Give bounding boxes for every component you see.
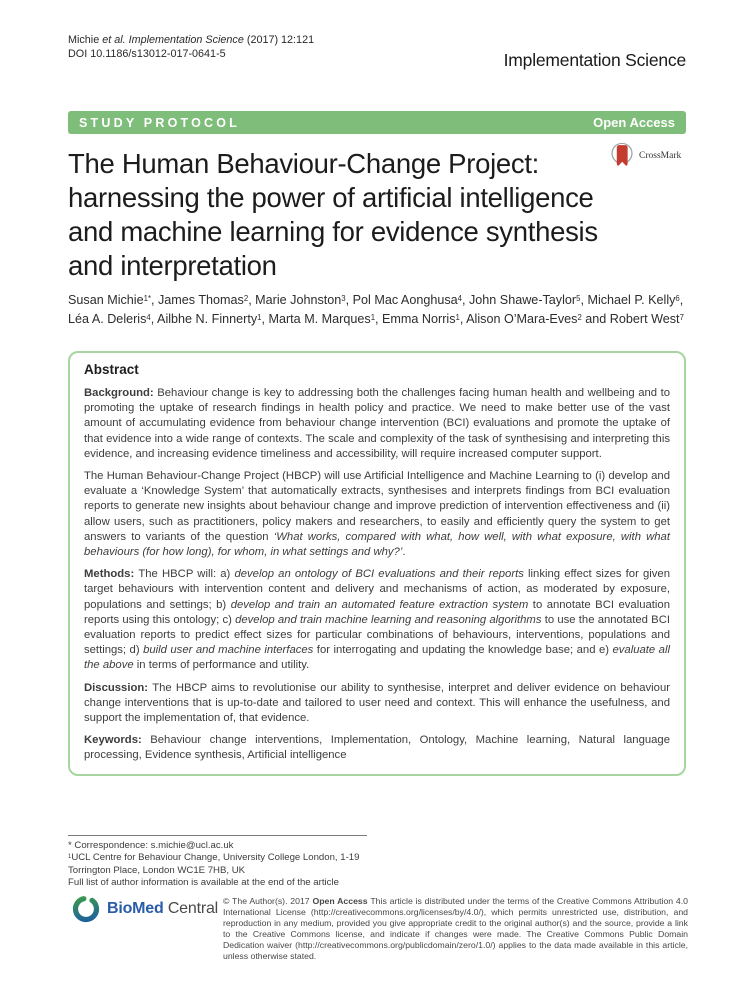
abstract-paragraph-discussion: Discussion: The HBCP aims to revolutionise our ability to synthesise, interpret and deliver evidence on behaviour change interventions that is up-to-date and tailored to user need and context. This will enhance the usefulness, and support the implementation of, that evidence. — [84, 681, 670, 725]
journal-name: Implementation Science — [503, 50, 686, 70]
footnote-divider — [68, 835, 367, 836]
doi-line: DOI 10.1186/s13012-017-0641-5 — [68, 48, 226, 60]
logo-central-text: Central — [167, 900, 219, 917]
biomed-central-ring-icon — [71, 894, 101, 924]
logo-biomed-text: BioMed — [107, 900, 164, 917]
abstract-box — [68, 351, 686, 776]
article-type-banner — [68, 111, 686, 134]
abstract-paragraph-project: The Human Behaviour-Change Project (HBCP) will use Artificial Intelligence and Machine Learning to (i) develop and evaluate a ‘Knowledge System’ that automatically extracts, synthesises and interprets findings from BCI evaluation reports to generate new insights about behaviour change and improve prediction of intervention effectiveness and (ii) allow users, such as practitioners, policy makers and researchers, to easily and efficiently query the system to get answers to variants of the question ‘What works, compared with what, how well, with what exposure, with what behaviours (for how long), for whom, in what settings and why?’. — [84, 470, 670, 559]
crossmark-label: CrossMark — [639, 151, 682, 161]
footnotes-block — [68, 840, 386, 889]
article-type-label: STUDY PROTOCOL — [79, 115, 241, 130]
author-info-note: Full list of author information is available at the end of the article — [68, 876, 339, 888]
citation-line: Michie et al. Implementation Science (2017) 12:121 — [68, 34, 315, 46]
article-title: The Human Behaviour-Change Project: harnessing the power of artificial intelligence and machine learning for evidence synthesis and interpretation — [68, 148, 598, 281]
correspondence-note: * Correspondence: s.michie@ucl.ac.uk — [68, 840, 234, 851]
open-access-label: Open Access — [593, 115, 675, 130]
copyright-notice: © The Author(s). 2017 Open Access This article is distributed under the terms of the Creative Commons Attribution 4.0 International License (http://creativecommons.org/licenses/by/4.0/), which permits unrestricted use, distribution, and reproduction in any medium, provided you give appropriate credit to the original author(s) and the source, provide a link to the Creative Commons license, and indicate if changes were made. The Creative Commons Public Domain Dedication waiver (http://creativecommons.org/publicdomain/zero/1.0/) applies to the data made available in this article, unless otherwise stated. — [223, 896, 689, 961]
biomed-central-wordmark — [107, 900, 218, 918]
affiliation-note: $^1$UCL Centre for Behaviour Change, University College London, 1-19 Torrington Place, London WC1E 7HB, UK — [68, 852, 360, 876]
abstract-paragraph-background: Background: Behaviour change is key to addressing both the challenges facing human health and wellbeing and to promoting the uptake of research findings in health policy and practice. We need to make better use of the vast amount of accumulating evidence from behaviour change intervention (BCI) evaluations and promote the uptake of that evidence into a wide range of contexts. The scale and complexity of the task of synthesising and interpreting this evidence, and increasing evidence timeliness and accessibility, will require increased computer support. — [84, 387, 671, 460]
abstract-paragraph-keywords: Keywords: Behaviour change interventions, Implementation, Ontology, Machine learning, Natural language processing, Evidence synthesis, Artificial intelligence — [84, 734, 670, 762]
biomed-central-logo — [71, 894, 218, 924]
header-citation-block — [68, 33, 314, 61]
abstract-heading: Abstract — [84, 362, 139, 377]
abstract-paragraph-methods: Methods: The HBCP will: a) develop an ontology of BCI evaluations and their reports linking effect sizes for given target behaviours with intervention content and delivery and mechanisms of action, as moderated by exposure, populations and settings; b) develop and train an automated feature extraction system to annotate BCI evaluation reports using this ontology; c) develop and train machine learning and reasoning algorithms to use the annotated BCI evaluation reports to predict effect sizes for particular combinations of behaviours, interventions, populations and settings; d) build user and machine interfaces for interrogating and updating the knowledge base; and e) evaluate all the above in terms of performance and utility. — [84, 568, 671, 672]
author-list: Susan Michie$^{1*}$, James Thomas$^2$, Marie Johnston$^3$, Pol Mac Aonghusa$^4$, John Shawe-Taylor$^5$, Michael P. Kelly$^6$, Léa A. Deleris$^4$, Ailbhe N. Finnerty$^1$, Marta M. Marques$^1$, Emma Norris$^1$, Alison O’Mara-Eves$^2$ and Robert West$^7$ — [68, 293, 684, 326]
